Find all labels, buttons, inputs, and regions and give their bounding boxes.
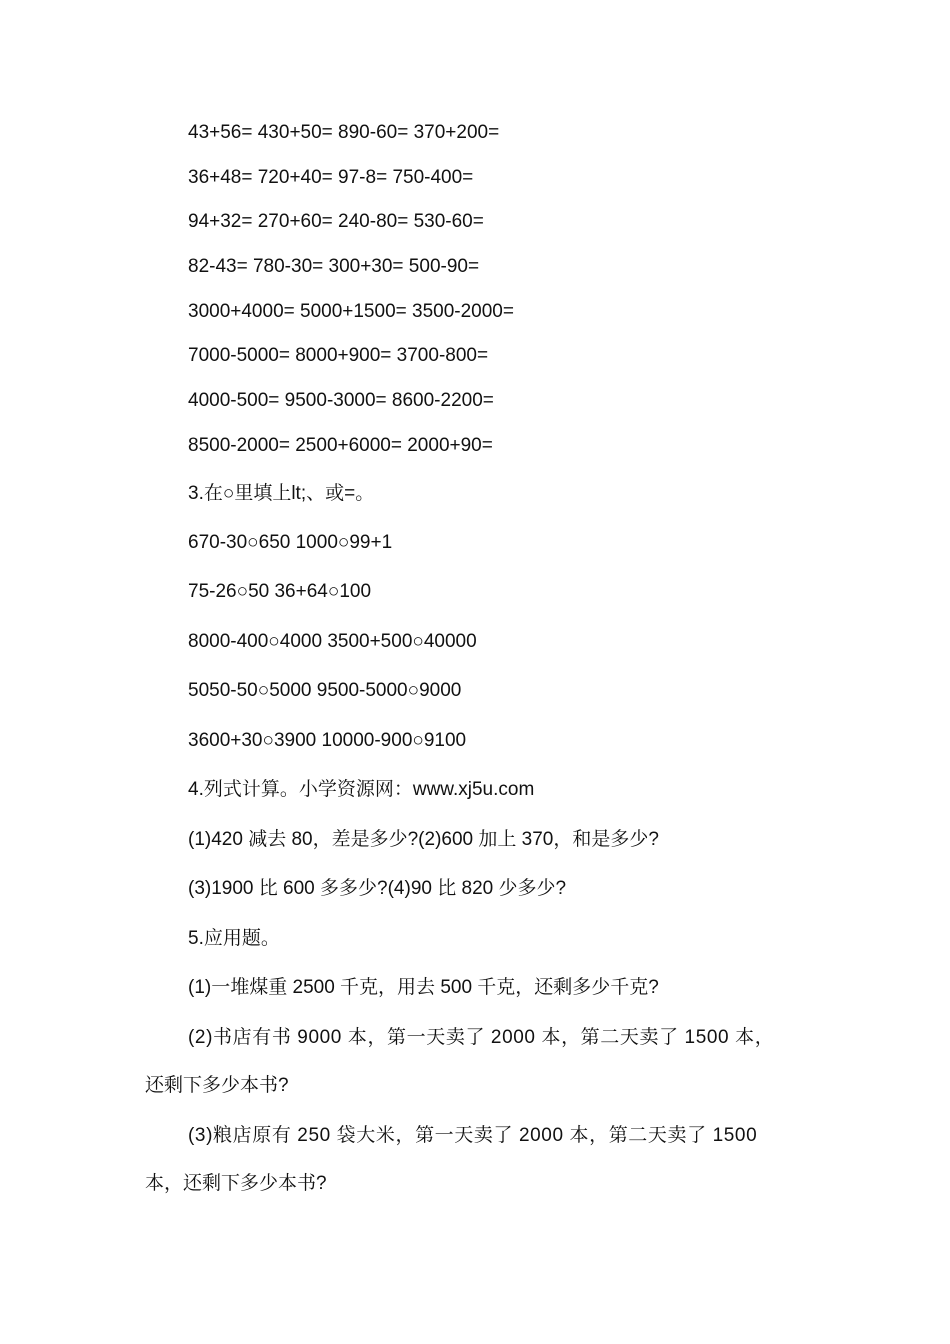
compare-row-5: 3600+30○3900 10000-900○9100 bbox=[188, 730, 467, 751]
drill-row-4: 82-43= 780-30= 300+30= 500-90= bbox=[188, 256, 480, 277]
drill-row-5: 3000+4000= 5000+1500= 3500-2000= bbox=[188, 301, 514, 322]
drill-row-8: 8500-2000= 2500+6000= 2000+90= bbox=[188, 435, 493, 456]
word-problem-3-line-1: (3)粮店原有 250 袋大米，第一天卖了 2000 本，第二天卖了 1500 bbox=[188, 1125, 758, 1146]
drill-row-6: 7000-5000= 8000+900= 3700-800= bbox=[188, 345, 489, 366]
compare-row-3: 8000-400○4000 3500+500○40000 bbox=[188, 631, 477, 652]
drill-row-7: 4000-500= 9500-3000= 8600-2200= bbox=[188, 390, 494, 411]
section5-heading: 5.应用题。 bbox=[188, 928, 280, 949]
compare-row-4: 5050-50○5000 9500-5000○9000 bbox=[188, 680, 462, 701]
section4-heading: 4.列式计算。小学资源网：www.xj5u.com bbox=[188, 779, 535, 800]
word-problem-2-line-1: (2)书店有书 9000 本，第一天卖了 2000 本，第二天卖了 1500 本， bbox=[188, 1027, 775, 1048]
section3-heading: 3.在○里填上lt;、或=。 bbox=[188, 483, 375, 504]
compare-row-2: 75-26○50 36+64○100 bbox=[188, 581, 372, 602]
compare-row-1: 670-30○650 1000○99+1 bbox=[188, 532, 393, 553]
drill-row-3: 94+32= 270+60= 240-80= 530-60= bbox=[188, 211, 484, 232]
word-problem-2-line-2: 还剩下多少本书? bbox=[145, 1075, 289, 1096]
drill-row-1: 43+56= 430+50= 890-60= 370+200= bbox=[188, 122, 500, 143]
drill-row-2: 36+48= 720+40= 97-8= 750-400= bbox=[188, 167, 474, 188]
word-problem-3-line-2: 本，还剩下多少本书? bbox=[145, 1173, 327, 1194]
word-problem-1: (1)一堆煤重 2500 千克，用去 500 千克，还剩多少千克? bbox=[188, 977, 659, 998]
calc-row-1: (1)420 减去 80，差是多少?(2)600 加上 370，和是多少? bbox=[188, 829, 659, 850]
calc-row-2: (3)1900 比 600 多多少?(4)90 比 820 少多少? bbox=[188, 878, 567, 899]
